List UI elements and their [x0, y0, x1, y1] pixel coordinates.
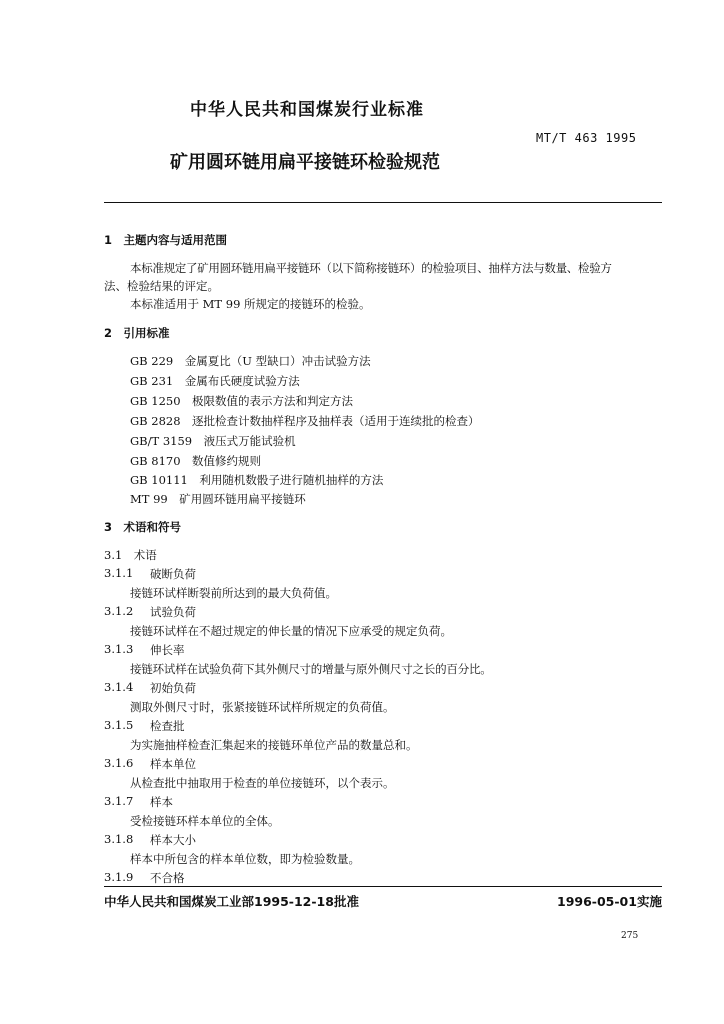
reference-item: GB/T 3159 液压式万能试验机 [130, 434, 296, 448]
standard-number: MT/T 463 1995 [536, 131, 637, 145]
term-definition: 接链环试样断裂前所达到的最大负荷值。 [130, 586, 337, 600]
term-definition: 接链环试样在不超过规定的伸长量的情况下应承受的规定负荷。 [130, 624, 452, 638]
term-name: 样本 [150, 795, 173, 809]
term-name: 伸长率 [150, 643, 185, 657]
section-1-para1-line1: 本标准规定了矿用圆环链用扁平接链环（以下简称接链环）的检验项目、抽样方法与数量、检验方 [130, 261, 612, 275]
reference-item: GB 8170 数值修约规则 [130, 454, 262, 468]
section-1-para1-line2: 法、检验结果的评定。 [104, 279, 219, 293]
document-title: 矿用圆环链用扁平接链环检验规范 [170, 152, 440, 173]
term-number: 3.1.1 [104, 566, 134, 580]
effective-date: 1996-05-01实施 [557, 894, 662, 909]
reference-item: GB 231 金属布氏硬度试验方法 [130, 374, 300, 388]
term-number: 3.1.4 [104, 680, 134, 694]
term-number: 3.1.3 [104, 642, 134, 656]
section-1-para2: 本标准适用于 MT 99 所规定的接链环的检验。 [130, 297, 371, 311]
header-rule [104, 202, 662, 203]
term-name: 初始负荷 [150, 681, 196, 695]
term-name: 试验负荷 [150, 605, 196, 619]
org-title: 中华人民共和国煤炭行业标准 [190, 100, 424, 120]
term-name: 样本单位 [150, 757, 196, 771]
reference-item: MT 99 矿用圆环链用扁平接链环 [130, 492, 306, 506]
term-number: 3.1.5 [104, 718, 134, 732]
term-definition: 样本中所包含的样本单位数，即为检验数量。 [130, 852, 360, 866]
term-name: 检查批 [150, 719, 185, 733]
reference-item: GB 1250 极限数值的表示方法和判定方法 [130, 394, 354, 408]
term-name: 不合格 [150, 871, 185, 885]
term-definition: 接链环试样在试验负荷下其外侧尺寸的增量与原外侧尺寸之长的百分比。 [130, 662, 492, 676]
term-number: 3.1.7 [104, 794, 134, 808]
section-3-1-heading: 3.1 术语 [104, 548, 157, 562]
approval-line: 中华人民共和国煤炭工业部1995-12-18批准 [104, 894, 359, 909]
reference-item: GB 10111 利用随机数骰子进行随机抽样的方法 [130, 473, 384, 487]
term-definition: 从检查批中抽取用于检查的单位接链环，以个表示。 [130, 776, 395, 790]
footer-rule [104, 886, 662, 887]
term-definition: 测取外侧尺寸时，张紧接链环试样所规定的负荷值。 [130, 700, 395, 714]
section-1-heading: 1 主题内容与适用范围 [104, 233, 228, 247]
reference-item: GB 2828 逐批检查计数抽样程序及抽样表（适用于连续批的检查） [130, 414, 480, 428]
term-definition: 为实施抽样检查汇集起来的接链环单位产品的数量总和。 [130, 738, 418, 752]
term-name: 样本大小 [150, 833, 196, 847]
term-definition: 受检接链环样本单位的全体。 [130, 814, 280, 828]
page-number: 275 [621, 931, 639, 941]
term-number: 3.1.6 [104, 756, 134, 770]
section-2-heading: 2 引用标准 [104, 326, 170, 340]
term-number: 3.1.9 [104, 870, 134, 884]
term-name: 破断负荷 [150, 567, 196, 581]
term-number: 3.1.8 [104, 832, 134, 846]
term-number: 3.1.2 [104, 604, 134, 618]
reference-item: GB 229 金属夏比（U 型缺口）冲击试验方法 [130, 354, 371, 368]
section-3-heading: 3 术语和符号 [104, 520, 182, 534]
